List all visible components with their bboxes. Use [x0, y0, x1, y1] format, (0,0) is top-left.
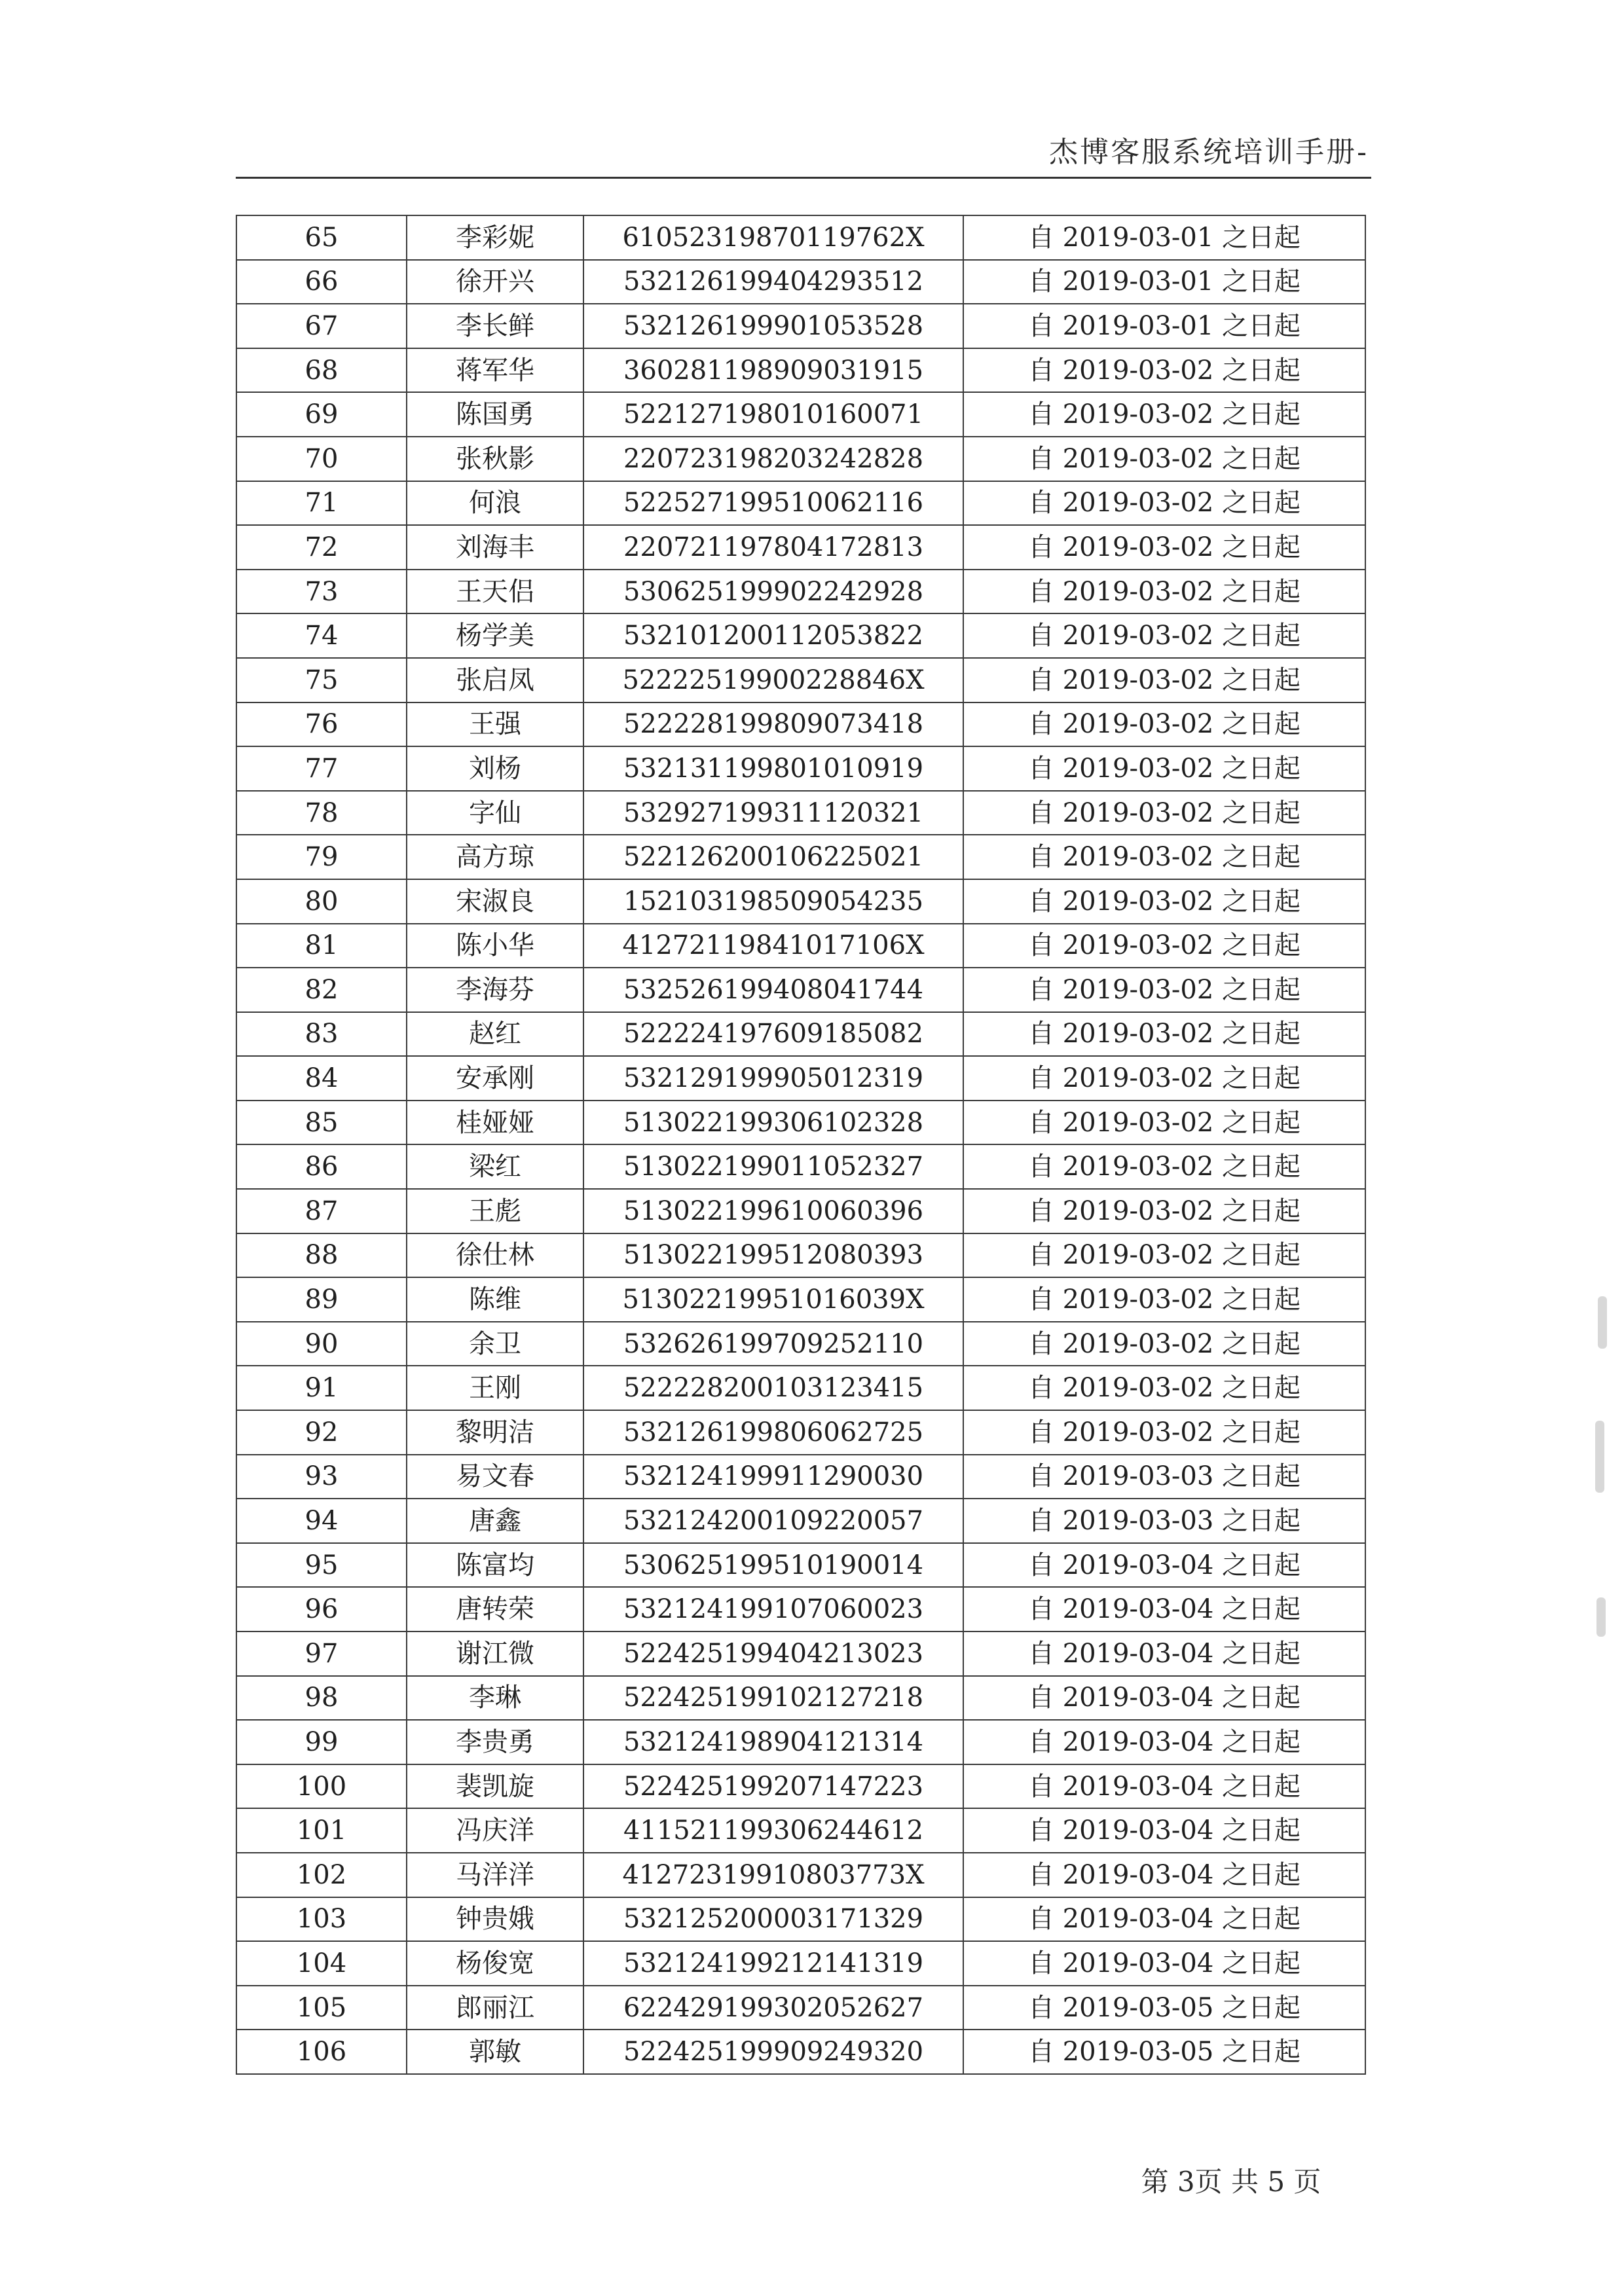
table-row [236, 1144, 1365, 1189]
id-number-cell: 522527199510062116 [583, 481, 963, 526]
table-row [236, 1366, 1365, 1410]
id-number-cell: 411521199306244612 [583, 1808, 963, 1853]
table-row [236, 1897, 1365, 1942]
name-cell: 唐转荣 [407, 1587, 583, 1631]
name-cell: 裴凯旋 [407, 1764, 583, 1809]
row-number-cell: 105 [236, 1986, 407, 2030]
start-date-cell: 自 2019-03-04 之日起 [963, 1631, 1365, 1676]
id-number-cell: 522425199207147223 [583, 1764, 963, 1809]
name-cell: 王彪 [407, 1189, 583, 1233]
name-cell: 杨学美 [407, 613, 583, 658]
row-number-cell: 97 [236, 1631, 407, 1676]
name-cell: 梁红 [407, 1144, 583, 1189]
row-number-cell: 87 [236, 1189, 407, 1233]
row-number-cell: 65 [236, 215, 407, 260]
table-row [236, 392, 1365, 437]
name-cell: 桂娅娅 [407, 1101, 583, 1145]
row-number-cell: 93 [236, 1455, 407, 1499]
start-date-cell: 自 2019-03-02 之日起 [963, 1101, 1365, 1145]
name-cell: 陈小华 [407, 924, 583, 968]
row-number-cell: 72 [236, 525, 407, 570]
start-date-cell: 自 2019-03-02 之日起 [963, 481, 1365, 526]
row-number-cell: 77 [236, 746, 407, 791]
start-date-cell: 自 2019-03-02 之日起 [963, 835, 1365, 879]
start-date-cell: 自 2019-03-04 之日起 [963, 1808, 1365, 1853]
name-cell: 马洋洋 [407, 1853, 583, 1897]
start-date-cell: 自 2019-03-05 之日起 [963, 2030, 1365, 2074]
id-number-cell: 532126199404293512 [583, 260, 963, 304]
row-number-cell: 69 [236, 392, 407, 437]
row-number-cell: 106 [236, 2030, 407, 2074]
table-row [236, 1543, 1365, 1588]
name-cell: 字仙 [407, 791, 583, 835]
start-date-cell: 自 2019-03-02 之日起 [963, 392, 1365, 437]
name-cell: 徐开兴 [407, 260, 583, 304]
row-number-cell: 92 [236, 1410, 407, 1455]
start-date-cell: 自 2019-03-02 之日起 [963, 702, 1365, 747]
row-number-cell: 85 [236, 1101, 407, 1145]
row-number-cell: 80 [236, 879, 407, 924]
table-row [236, 924, 1365, 968]
row-number-cell: 83 [236, 1012, 407, 1057]
table-row [236, 1277, 1365, 1322]
start-date-cell: 自 2019-03-04 之日起 [963, 1941, 1365, 1986]
id-number-cell: 532126199806062725 [583, 1410, 963, 1455]
id-number-cell: 513022199512080393 [583, 1233, 963, 1278]
row-number-cell: 74 [236, 613, 407, 658]
row-number-cell: 99 [236, 1720, 407, 1764]
id-number-cell: 532101200112053822 [583, 613, 963, 658]
id-number-cell: 513022199610060396 [583, 1189, 963, 1233]
id-number-cell: 622429199302052627 [583, 1986, 963, 2030]
id-number-cell: 532131199801010919 [583, 746, 963, 791]
name-cell: 陈富均 [407, 1543, 583, 1588]
row-number-cell: 68 [236, 348, 407, 393]
name-cell: 王强 [407, 702, 583, 747]
start-date-cell: 自 2019-03-02 之日起 [963, 348, 1365, 393]
name-cell: 张启凤 [407, 658, 583, 702]
table-row [236, 1986, 1365, 2030]
id-number-cell: 513022199011052327 [583, 1144, 963, 1189]
table-row [236, 791, 1365, 835]
table-row [236, 1410, 1365, 1455]
table-row [236, 835, 1365, 879]
table-row [236, 1587, 1365, 1631]
table-row [236, 1012, 1365, 1057]
start-date-cell: 自 2019-03-02 之日起 [963, 1144, 1365, 1189]
name-cell: 李长鲜 [407, 304, 583, 348]
id-number-cell: 152103198509054235 [583, 879, 963, 924]
start-date-cell: 自 2019-03-04 之日起 [963, 1897, 1365, 1942]
name-cell: 王天侣 [407, 570, 583, 614]
name-cell: 刘海丰 [407, 525, 583, 570]
table-row [236, 879, 1365, 924]
id-number-cell: 522228200103123415 [583, 1366, 963, 1410]
table-row [236, 570, 1365, 614]
table-row [236, 968, 1365, 1012]
id-number-cell: 530625199902242928 [583, 570, 963, 614]
id-number-cell: 522425199102127218 [583, 1676, 963, 1721]
start-date-cell: 自 2019-03-04 之日起 [963, 1853, 1365, 1897]
table-row [236, 1808, 1365, 1853]
row-number-cell: 86 [236, 1144, 407, 1189]
name-cell: 谢江微 [407, 1631, 583, 1676]
table-row [236, 260, 1365, 304]
table-row [236, 437, 1365, 481]
start-date-cell: 自 2019-03-02 之日起 [963, 658, 1365, 702]
table-row [236, 702, 1365, 747]
scan-artifact [1596, 1597, 1606, 1637]
row-number-cell: 84 [236, 1056, 407, 1101]
start-date-cell: 自 2019-03-04 之日起 [963, 1676, 1365, 1721]
table-row [236, 1189, 1365, 1233]
name-cell: 陈国勇 [407, 392, 583, 437]
id-number-cell: 522126200106225021 [583, 835, 963, 879]
table-row [236, 658, 1365, 702]
scan-artifact [1595, 1421, 1604, 1493]
table-row [236, 1233, 1365, 1278]
start-date-cell: 自 2019-03-02 之日起 [963, 924, 1365, 968]
row-number-cell: 95 [236, 1543, 407, 1588]
table-row [236, 525, 1365, 570]
id-number-cell: 51302219951016039X [583, 1277, 963, 1322]
table-row [236, 481, 1365, 526]
table-row [236, 348, 1365, 393]
name-cell: 安承刚 [407, 1056, 583, 1101]
name-cell: 唐鑫 [407, 1499, 583, 1543]
start-date-cell: 自 2019-03-01 之日起 [963, 215, 1365, 260]
roster-table-body [236, 215, 1365, 2074]
start-date-cell: 自 2019-03-04 之日起 [963, 1720, 1365, 1764]
name-cell: 赵红 [407, 1012, 583, 1057]
start-date-cell: 自 2019-03-02 之日起 [963, 791, 1365, 835]
header-divider [236, 177, 1371, 179]
name-cell: 郭敏 [407, 2030, 583, 2074]
id-number-cell: 61052319870119762X [583, 215, 963, 260]
name-cell: 冯庆洋 [407, 1808, 583, 1853]
row-number-cell: 89 [236, 1277, 407, 1322]
table-row [236, 746, 1365, 791]
name-cell: 李海芬 [407, 968, 583, 1012]
start-date-cell: 自 2019-03-02 之日起 [963, 1233, 1365, 1278]
row-number-cell: 98 [236, 1676, 407, 1721]
table-row [236, 1941, 1365, 1986]
row-number-cell: 78 [236, 791, 407, 835]
id-number-cell: 513022199306102328 [583, 1101, 963, 1145]
start-date-cell: 自 2019-03-04 之日起 [963, 1764, 1365, 1809]
table-row [236, 1101, 1365, 1145]
page-number: 第 3页 共 5 页 [1141, 2166, 1321, 2198]
id-number-cell: 220721197804172813 [583, 525, 963, 570]
start-date-cell: 自 2019-03-02 之日起 [963, 1366, 1365, 1410]
document-header-title: 杰博客服系统培训手册- [1049, 136, 1369, 169]
table-row [236, 1764, 1365, 1809]
row-number-cell: 101 [236, 1808, 407, 1853]
id-number-cell: 532125200003171329 [583, 1897, 963, 1942]
scan-artifact [1598, 1296, 1607, 1349]
start-date-cell: 自 2019-03-01 之日起 [963, 304, 1365, 348]
row-number-cell: 94 [236, 1499, 407, 1543]
row-number-cell: 88 [236, 1233, 407, 1278]
name-cell: 何浪 [407, 481, 583, 526]
row-number-cell: 73 [236, 570, 407, 614]
table-row [236, 1322, 1365, 1366]
id-number-cell: 41272119841017106X [583, 924, 963, 968]
name-cell: 李彩妮 [407, 215, 583, 260]
table-row [236, 215, 1365, 260]
row-number-cell: 66 [236, 260, 407, 304]
row-number-cell: 104 [236, 1941, 407, 1986]
name-cell: 蒋军华 [407, 348, 583, 393]
id-number-cell: 41272319910803773X [583, 1853, 963, 1897]
table-row [236, 1676, 1365, 1721]
table-row [236, 1853, 1365, 1897]
start-date-cell: 自 2019-03-02 之日起 [963, 746, 1365, 791]
start-date-cell: 自 2019-03-05 之日起 [963, 1986, 1365, 2030]
row-number-cell: 67 [236, 304, 407, 348]
row-number-cell: 70 [236, 437, 407, 481]
id-number-cell: 360281198909031915 [583, 348, 963, 393]
table-row [236, 1056, 1365, 1101]
row-number-cell: 79 [236, 835, 407, 879]
start-date-cell: 自 2019-03-02 之日起 [963, 570, 1365, 614]
start-date-cell: 自 2019-03-02 之日起 [963, 1056, 1365, 1101]
employee-roster-table [236, 215, 1366, 2075]
start-date-cell: 自 2019-03-02 之日起 [963, 1012, 1365, 1057]
table-row [236, 1455, 1365, 1499]
start-date-cell: 自 2019-03-02 之日起 [963, 968, 1365, 1012]
start-date-cell: 自 2019-03-02 之日起 [963, 525, 1365, 570]
name-cell: 徐仕林 [407, 1233, 583, 1278]
row-number-cell: 100 [236, 1764, 407, 1809]
row-number-cell: 90 [236, 1322, 407, 1366]
row-number-cell: 102 [236, 1853, 407, 1897]
name-cell: 陈维 [407, 1277, 583, 1322]
id-number-cell: 522224197609185082 [583, 1012, 963, 1057]
start-date-cell: 自 2019-03-02 之日起 [963, 1410, 1365, 1455]
name-cell: 李琳 [407, 1676, 583, 1721]
start-date-cell: 自 2019-03-03 之日起 [963, 1455, 1365, 1499]
row-number-cell: 71 [236, 481, 407, 526]
id-number-cell: 522425199909249320 [583, 2030, 963, 2074]
name-cell: 宋淑良 [407, 879, 583, 924]
row-number-cell: 81 [236, 924, 407, 968]
start-date-cell: 自 2019-03-02 之日起 [963, 879, 1365, 924]
id-number-cell: 532124198904121314 [583, 1720, 963, 1764]
start-date-cell: 自 2019-03-04 之日起 [963, 1543, 1365, 1588]
start-date-cell: 自 2019-03-02 之日起 [963, 437, 1365, 481]
row-number-cell: 91 [236, 1366, 407, 1410]
table-row [236, 1499, 1365, 1543]
start-date-cell: 自 2019-03-02 之日起 [963, 1189, 1365, 1233]
id-number-cell: 532124199212141319 [583, 1941, 963, 1986]
start-date-cell: 自 2019-03-01 之日起 [963, 260, 1365, 304]
name-cell: 钟贵娥 [407, 1897, 583, 1942]
name-cell: 李贵勇 [407, 1720, 583, 1764]
table-row [236, 1720, 1365, 1764]
id-number-cell: 52222519900228846X [583, 658, 963, 702]
id-number-cell: 532124200109220057 [583, 1499, 963, 1543]
id-number-cell: 532927199311120321 [583, 791, 963, 835]
name-cell: 余卫 [407, 1322, 583, 1366]
name-cell: 杨俊宽 [407, 1941, 583, 1986]
row-number-cell: 103 [236, 1897, 407, 1942]
name-cell: 黎明洁 [407, 1410, 583, 1455]
start-date-cell: 自 2019-03-02 之日起 [963, 613, 1365, 658]
table-row [236, 1631, 1365, 1676]
id-number-cell: 530625199510190014 [583, 1543, 963, 1588]
id-number-cell: 522228199809073418 [583, 702, 963, 747]
id-number-cell: 220723198203242828 [583, 437, 963, 481]
name-cell: 高方琼 [407, 835, 583, 879]
row-number-cell: 96 [236, 1587, 407, 1631]
name-cell: 刘杨 [407, 746, 583, 791]
name-cell: 易文春 [407, 1455, 583, 1499]
id-number-cell: 522425199404213023 [583, 1631, 963, 1676]
name-cell: 郎丽江 [407, 1986, 583, 2030]
row-number-cell: 75 [236, 658, 407, 702]
id-number-cell: 532526199408041744 [583, 968, 963, 1012]
table-row [236, 2030, 1365, 2074]
row-number-cell: 82 [236, 968, 407, 1012]
id-number-cell: 522127198010160071 [583, 392, 963, 437]
row-number-cell: 76 [236, 702, 407, 747]
id-number-cell: 532124199107060023 [583, 1587, 963, 1631]
start-date-cell: 自 2019-03-02 之日起 [963, 1322, 1365, 1366]
start-date-cell: 自 2019-03-03 之日起 [963, 1499, 1365, 1543]
start-date-cell: 自 2019-03-02 之日起 [963, 1277, 1365, 1322]
id-number-cell: 532124199911290030 [583, 1455, 963, 1499]
id-number-cell: 532626199709252110 [583, 1322, 963, 1366]
start-date-cell: 自 2019-03-04 之日起 [963, 1587, 1365, 1631]
table-row [236, 613, 1365, 658]
name-cell: 王刚 [407, 1366, 583, 1410]
id-number-cell: 532126199901053528 [583, 304, 963, 348]
table-row [236, 304, 1365, 348]
name-cell: 张秋影 [407, 437, 583, 481]
id-number-cell: 532129199905012319 [583, 1056, 963, 1101]
